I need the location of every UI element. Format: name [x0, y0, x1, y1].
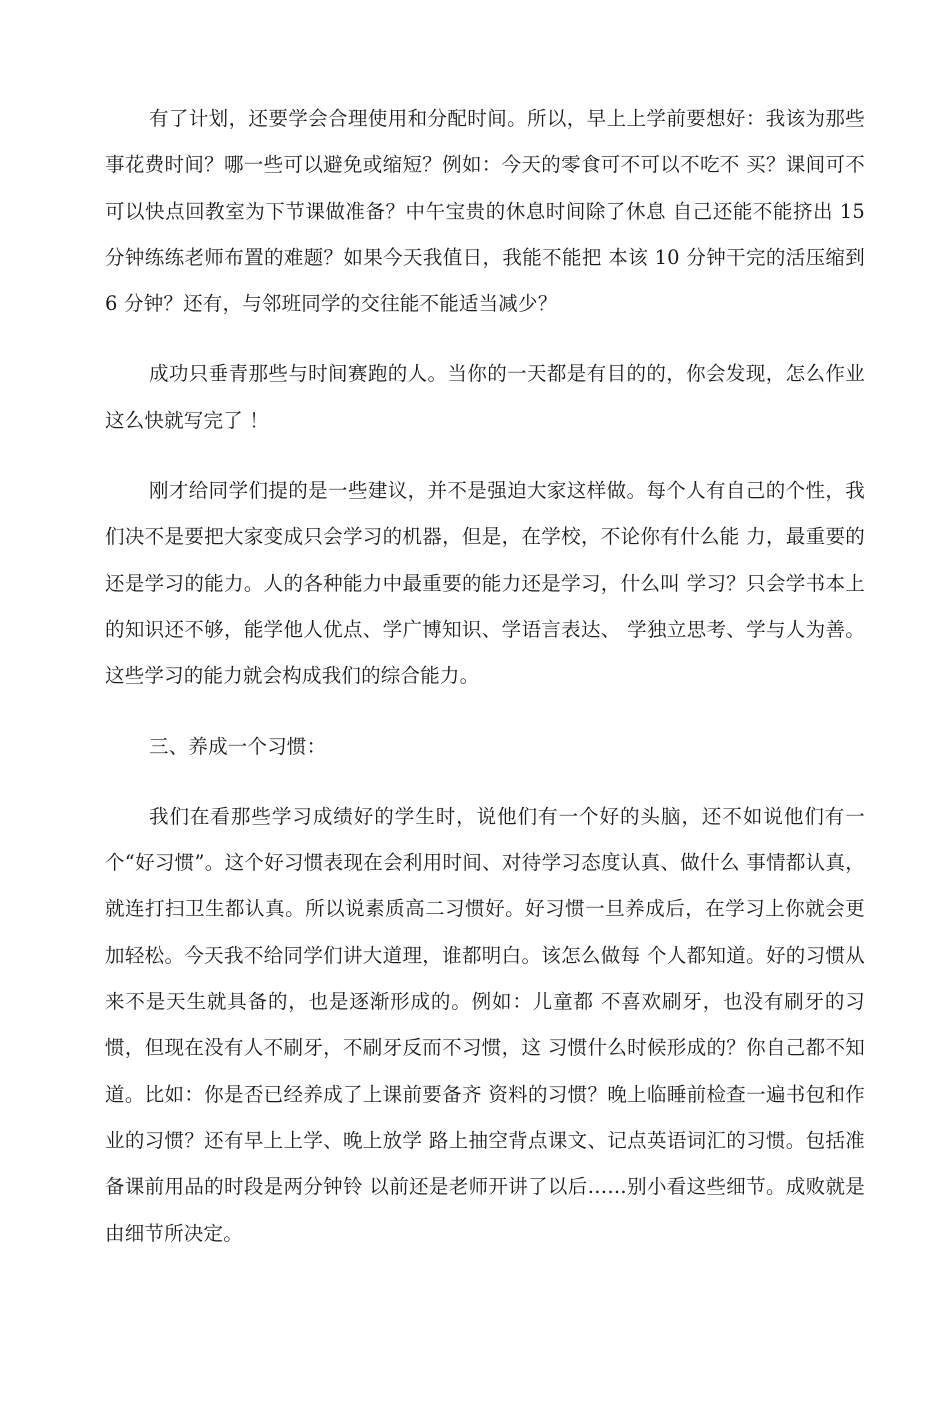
section-heading-habit: 三、养成一个习惯：	[149, 734, 327, 758]
paragraph-learning-ability: 刚才给同学们提的是一些建议，并不是强迫大家这样做。每个人有自己的个性，我们决不是要把大家变成只会学习的机器，但是，在学校，不论你有什么能 力，最重要的还是学习的能力。人的各种能力中最重要的能力还是学习，什么叫 学习？只会学书本上的知识还不够，能学他人优点、学广博知识、学语言表达、 学独立思考、学与人为善。这些学习的能力就会构成我们的综合能力。	[105, 479, 865, 688]
document-page	[105, 96, 865, 1257]
paragraph-good-habits: 我们在看那些学习成绩好的学生时，说他们有一个好的头脑，还不如说他们有一个“好习惯”。这个好习惯表现在会利用时间、对待学习态度认真、做什么 事情都认真，就连打扫卫生都认真。所以说素质高二习惯好。好习惯一旦养成后，在学习上你就会更加轻松。今天我不给同学们讲大道理，谁都明白。该怎么做每 个人都知道。好的习惯从来不是天生就具备的，也是逐渐形成的。例如：儿童都 不喜欢刷牙，也没有刷牙的习惯，但现在没有人不刷牙，不刷牙反而不习惯，这 习惯什么时候形成的？你自己都不知道。比如：你是否已经养成了上课前要备齐 资料的习惯？晚上临睡前检查一遍书包和作业的习惯？还有早上上学、晚上放学 路上抽空背点课文、记点英语词汇的习惯。包括准备课前用品的时段是两分钟铃 以前还是老师开讲了以后……别小看这些细节。成败就是由细节所决定。	[105, 804, 865, 1245]
paragraph-racing-time: 成功只垂青那些与时间赛跑的人。当你的一天都是有目的的，你会发现，怎么作业这么快就写完了 ！	[105, 362, 865, 432]
paragraph-time-planning: 有了计划，还要学会合理使用和分配时间。所以，早上上学前要想好：我该为那些事花费时间？哪一些可以避免或缩短？例如：今天的零食可不可以不吃不 买？课间可不可以快点回教室为下节课做准备？中午宝贵的休息时间除了休息 自己还能不能挤出 15 分钟练练老师布置的难题？如果今天我值日，我能不能把 本该 10 分钟干完的活压缩到 6 分钟？还有，与邻班同学的交往能不能适当减少？	[105, 107, 865, 316]
